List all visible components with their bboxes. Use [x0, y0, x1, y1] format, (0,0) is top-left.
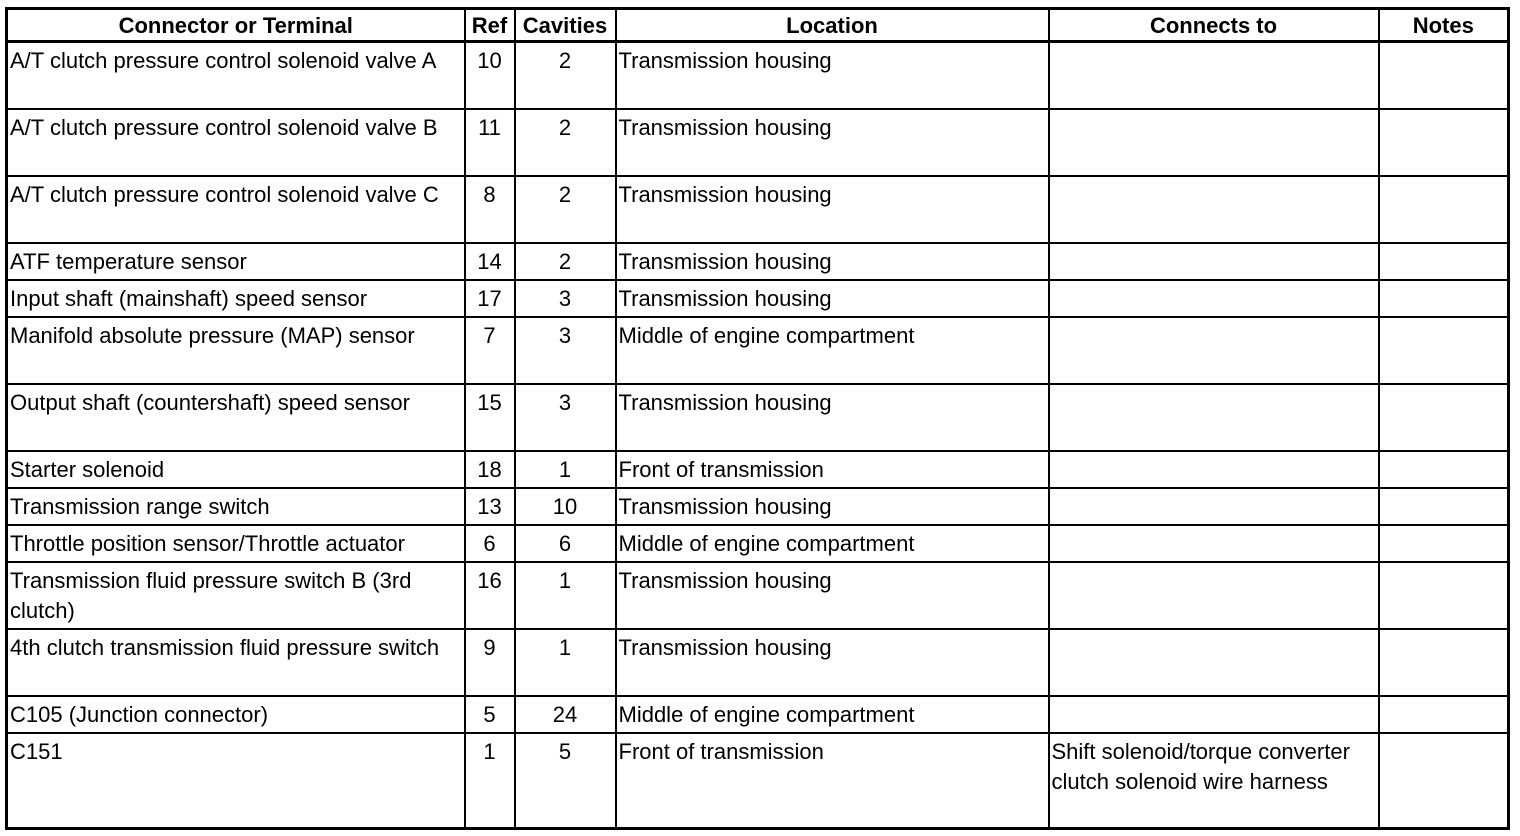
cell-notes: [1379, 243, 1509, 280]
cell-cavities: 6: [515, 525, 616, 562]
cell-location: Transmission housing: [616, 629, 1049, 696]
cell-location: Transmission housing: [616, 280, 1049, 317]
cell-notes: [1379, 42, 1509, 109]
cell-notes: [1379, 384, 1509, 451]
cell-location: Transmission housing: [616, 384, 1049, 451]
cell-connector: C151: [7, 733, 465, 829]
table-row: [7, 317, 1509, 384]
table-row: [7, 280, 1509, 317]
cell-connects-to: [1049, 243, 1379, 280]
cell-cavities: 1: [515, 629, 616, 696]
cell-cavities: 5: [515, 733, 616, 829]
cell-notes: [1379, 696, 1509, 733]
cell-cavities: 24: [515, 696, 616, 733]
table-body: [7, 42, 1509, 829]
connector-table: [5, 7, 1510, 830]
header-notes: Notes: [1379, 9, 1509, 42]
cell-location: Middle of engine compartment: [616, 317, 1049, 384]
cell-cavities: 3: [515, 384, 616, 451]
cell-ref: 8: [465, 176, 515, 243]
cell-cavities: 2: [515, 243, 616, 280]
cell-ref: 11: [465, 109, 515, 176]
cell-ref: 18: [465, 451, 515, 488]
table-row: [7, 243, 1509, 280]
cell-ref: 6: [465, 525, 515, 562]
cell-connector: Transmission range switch: [7, 488, 465, 525]
cell-connects-to: [1049, 109, 1379, 176]
cell-ref: 9: [465, 629, 515, 696]
cell-connects-to: [1049, 384, 1379, 451]
cell-location: Front of transmission: [616, 733, 1049, 829]
cell-connects-to: [1049, 562, 1379, 629]
cell-ref: 7: [465, 317, 515, 384]
cell-connects-to: [1049, 525, 1379, 562]
cell-connector: C105 (Junction connector): [7, 696, 465, 733]
cell-connector: Input shaft (mainshaft) speed sensor: [7, 280, 465, 317]
cell-connects-to: Shift solenoid/torque converter clutch solenoid wire harness: [1049, 733, 1379, 829]
cell-cavities: 1: [515, 562, 616, 629]
table-row: [7, 109, 1509, 176]
header-cavities: Cavities: [515, 9, 616, 42]
cell-connector: Transmission fluid pressure switch B (3rd clutch): [7, 562, 465, 629]
cell-ref: 1: [465, 733, 515, 829]
cell-connector: Output shaft (countershaft) speed sensor: [7, 384, 465, 451]
cell-location: Transmission housing: [616, 243, 1049, 280]
cell-ref: 16: [465, 562, 515, 629]
cell-notes: [1379, 317, 1509, 384]
cell-location: Transmission housing: [616, 562, 1049, 629]
table-row: [7, 525, 1509, 562]
cell-location: Transmission housing: [616, 42, 1049, 109]
cell-ref: 15: [465, 384, 515, 451]
cell-notes: [1379, 109, 1509, 176]
table-row: [7, 562, 1509, 629]
cell-connects-to: [1049, 629, 1379, 696]
cell-notes: [1379, 629, 1509, 696]
cell-connector: ATF temperature sensor: [7, 243, 465, 280]
cell-cavities: 2: [515, 176, 616, 243]
cell-connects-to: [1049, 451, 1379, 488]
cell-connects-to: [1049, 42, 1379, 109]
cell-ref: 13: [465, 488, 515, 525]
cell-connector: Manifold absolute pressure (MAP) sensor: [7, 317, 465, 384]
header-connector: Connector or Terminal: [7, 9, 465, 42]
cell-connects-to: [1049, 317, 1379, 384]
cell-location: Transmission housing: [616, 176, 1049, 243]
table-row: [7, 629, 1509, 696]
cell-connector: A/T clutch pressure control solenoid valve B: [7, 109, 465, 176]
header-location: Location: [616, 9, 1049, 42]
cell-notes: [1379, 488, 1509, 525]
table-row: [7, 696, 1509, 733]
cell-ref: 10: [465, 42, 515, 109]
cell-notes: [1379, 280, 1509, 317]
cell-connects-to: [1049, 488, 1379, 525]
cell-notes: [1379, 562, 1509, 629]
cell-cavities: 3: [515, 280, 616, 317]
cell-cavities: 2: [515, 109, 616, 176]
table-row: [7, 176, 1509, 243]
cell-ref: 17: [465, 280, 515, 317]
table-header-row: [7, 9, 1509, 42]
cell-cavities: 2: [515, 42, 616, 109]
cell-connector: 4th clutch transmission fluid pressure switch: [7, 629, 465, 696]
cell-connector: Starter solenoid: [7, 451, 465, 488]
cell-connector: A/T clutch pressure control solenoid valve C: [7, 176, 465, 243]
cell-cavities: 10: [515, 488, 616, 525]
table-row: [7, 451, 1509, 488]
connector-table-container: [5, 7, 1510, 830]
table-row: [7, 384, 1509, 451]
cell-location: Transmission housing: [616, 488, 1049, 525]
table-row: [7, 42, 1509, 109]
cell-location: Middle of engine compartment: [616, 696, 1049, 733]
cell-connects-to: [1049, 696, 1379, 733]
cell-connects-to: [1049, 280, 1379, 317]
cell-location: Middle of engine compartment: [616, 525, 1049, 562]
cell-notes: [1379, 525, 1509, 562]
cell-notes: [1379, 451, 1509, 488]
header-ref: Ref: [465, 9, 515, 42]
cell-ref: 14: [465, 243, 515, 280]
table-row: [7, 488, 1509, 525]
cell-cavities: 3: [515, 317, 616, 384]
cell-location: Transmission housing: [616, 109, 1049, 176]
table-row: [7, 733, 1509, 829]
cell-location: Front of transmission: [616, 451, 1049, 488]
cell-connector: A/T clutch pressure control solenoid valve A: [7, 42, 465, 109]
cell-notes: [1379, 733, 1509, 829]
cell-notes: [1379, 176, 1509, 243]
cell-ref: 5: [465, 696, 515, 733]
cell-connects-to: [1049, 176, 1379, 243]
cell-connector: Throttle position sensor/Throttle actuator: [7, 525, 465, 562]
header-connects-to: Connects to: [1049, 9, 1379, 42]
cell-cavities: 1: [515, 451, 616, 488]
